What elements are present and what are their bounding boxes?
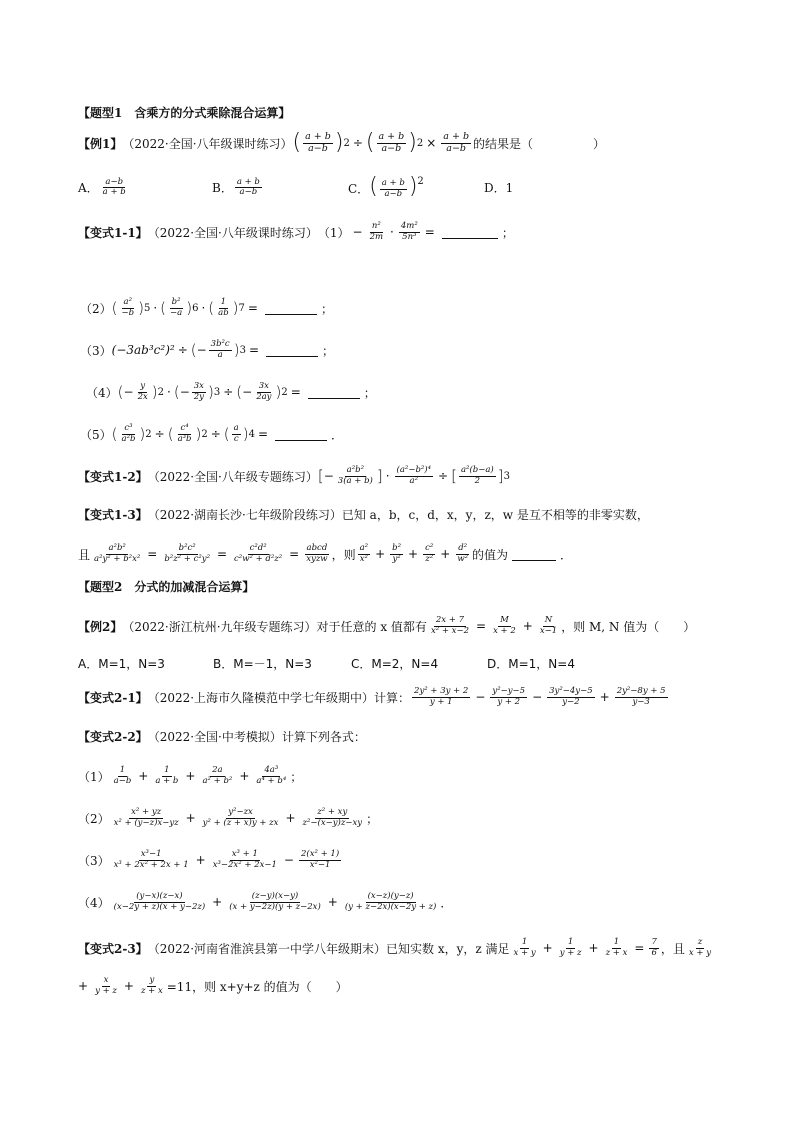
answer-blank[interactable] [266,344,318,357]
variant-2-3-line1: 【变式2-3】 （2022·河南省淮滨县第一中学八年级期末）已知实数 x，y，z 满足 $\frac{1}{x + y}$ + $\frac{1}{y + z}$ + $\frac{1}{z + x}$ = $\frac{7}{6}$ ，且 $\frac{z}{x + y}$ [78,937,712,958]
option-b[interactable]: B．M=－1，N=3 [213,657,312,671]
variant-2-2-header: 【变式2-2】 （2022·全国·中考模拟）计算下列各式： [78,730,366,744]
variant-2-2-part2: （2） $\frac{\text{x² + yz}}{\text{x² + (y−z)x−yz}}$ + $\frac{\text{y²−zx}}{\text{y² + (z + x)y + zx}}$ + $\frac{\text{z² + xy}}{\text{z²−(x−y)z−xy}}$ ； [78,807,379,828]
variant-1-1-part1: 【变式1-1】 （2022·全国·八年级课时练习） （1） − $\frac{\text{n²}}{2m}$ · $\frac{\text{4m²}}{\text{5n³}}$ = ； [78,221,514,242]
option-b[interactable]: B． $\frac{a + b}{a-b}$ [212,176,260,198]
section-title-type2: 【题型2 分式的加减混合运算】 [78,580,255,594]
variant-2-2-part1: （1） $\frac{1}{a-b}$ + $\frac{1}{a + b}$ + $\frac{2a}{\text{a² + b²}}$ + $\frac{\text{4a³}}{\text{a⁴ + b⁴}}$ ； [78,765,303,786]
option-c[interactable]: C．M=2，N=4 [351,657,439,671]
variant-1-1-part3: （3） (−3ab³c²)² ÷ ( − $\frac{\text{3b²c}}{a}$ ) 3 = ； [80,339,335,360]
variant-1-1-part2: （2） ( $\frac{\text{a²}}{-b}$ ) 5 · ( $\frac{\text{b²}}{-a}$ ) 6 · ( $\frac{1}{ab}$ ) 7 = ； [80,297,333,318]
answer-blank[interactable] [265,302,317,315]
variant-2-1: 【变式2-1】 （2022·上海市久隆模范中学七年级期中）计算： $\frac{\text{2y² + 3y + 2}}{y + 1}$ − $\frac{\text{y²−y−5}}{y + 2}$ − $\frac{\text{3y²−4y−5}}{y-2}$ + $\frac{\text{2y²−8y + 5}}{y-3}$ [78,686,666,707]
option-a[interactable]: A．M=1，N=3 [78,657,165,671]
answer-blank[interactable] [308,386,360,399]
answer-blank[interactable] [442,226,498,239]
variant-1-1-part4: （4） ( − $\frac{y}{2x}$ ) 2 · ( − $\frac{3x}{2y}$ ) 3 ÷ ( − $\frac{3x}{2ay}$ ) 2 = ； [86,381,376,402]
variant-2-2-part4: （4） $\frac{(y-x)(z-x)}{(x-2y + z)(x + y-2z)}$ + $\frac{(z-y)(x-y)}{(x + y-2z)(y + z-2x)}$ + $\frac{(x-z)(y-z)}{(y + z-2x)(x-2y + z)}$ ． [78,891,453,912]
example-1-question: 【例1】 （2022·全国·八年级课时练习） ( $\frac{a + b}{a-b}$ ) 2 ÷ ( $\frac{a + b}{a-b}$ ) 2 × $\frac{a + b}{a-b}$ 的结果是（ ） [78,130,606,156]
variant-2-3-line2: + $\frac{x}{y + z}$ + $\frac{y}{z + x}$ =11，则 x+y+z 的值为（ ） [78,975,348,996]
option-a[interactable]: A． $\frac{a-b}{a + b}$ [78,176,126,198]
example-1-options [78,176,513,200]
answer-blank[interactable] [512,548,556,561]
example-2-question: 【例2】 （2022·浙江杭州·九年级专题练习）对于任意的 x 值都有 $\frac{2x + 7}{\text{x² + x−2}}$ = $\frac{M}{x + 2}$ + $\frac{N}{x-1}$ ，则 M, N 值为（ ） [78,615,696,636]
variant-2-2-part3: （3） $\frac{\text{x³−1}}{\text{x³ + 2x² + 2x + 1}}$ + $\frac{\text{x³ + 1}}{\text{x³−2x² + 2x−1}}$ − $\frac{\text{2(x² + 1)}}{\text{x²−1}}$ [78,849,340,870]
answer-blank[interactable] [275,428,327,441]
variant-1-1-part5: （5） ( $\frac{\text{c³}}{\text{a²b}}$ ) 2 ÷ ( $\frac{\text{c⁴}}{\text{a³b}}$ ) 2 ÷ ( $\frac{a}{c}$ ) 4 = ． [80,423,344,444]
option-d[interactable]: D．M=1，N=4 [487,657,575,671]
option-d[interactable]: D．1 [484,181,514,196]
variant-1-3-line1: 【变式1-3】 （2022·湖南长沙·七年级阶段练习）已知 a，b，c，d，x，y，z，w 是互不相等的非零实数， [78,508,649,522]
section-title-type1: 【题型1 含乘方的分式乘除混合运算】 [78,106,291,120]
example-2-options [78,655,575,672]
variant-1-3-line2: 且 $\frac{\text{a²b²}}{\text{a²y² + b²x²}}$ = $\frac{\text{b²c²}}{\text{b²z² + c²y²}}$ = $\frac{\text{c²d²}}{\text{c²w² + d²z²}}$ = $\frac{\text{abcd}}{\text{xyzw}}$ ，则 $\frac{\text{a²}}{\text{x²}}$ + $\frac{\text{b²}}{\text{y²}}$ + $\frac{\text{c²}}{\text{z²}}$ + $\frac{\text{d²}}{\text{w²}}$ 的值为 ． [78,543,573,564]
option-c[interactable]: C．( $\frac{a + b}{a-b}$ )$^2$ [348,174,424,199]
variant-1-2: 【变式1-2】 （2022·全国·八年级专题练习） [ − $\frac{\text{a²b²}}{3(a + b)}$ ] · $\frac{\text{(a²−b²)⁴}}{\text{a²}}$ ÷ [ $\frac{\text{a²(b−a)}}{2}$ ] 3 [78,465,510,486]
